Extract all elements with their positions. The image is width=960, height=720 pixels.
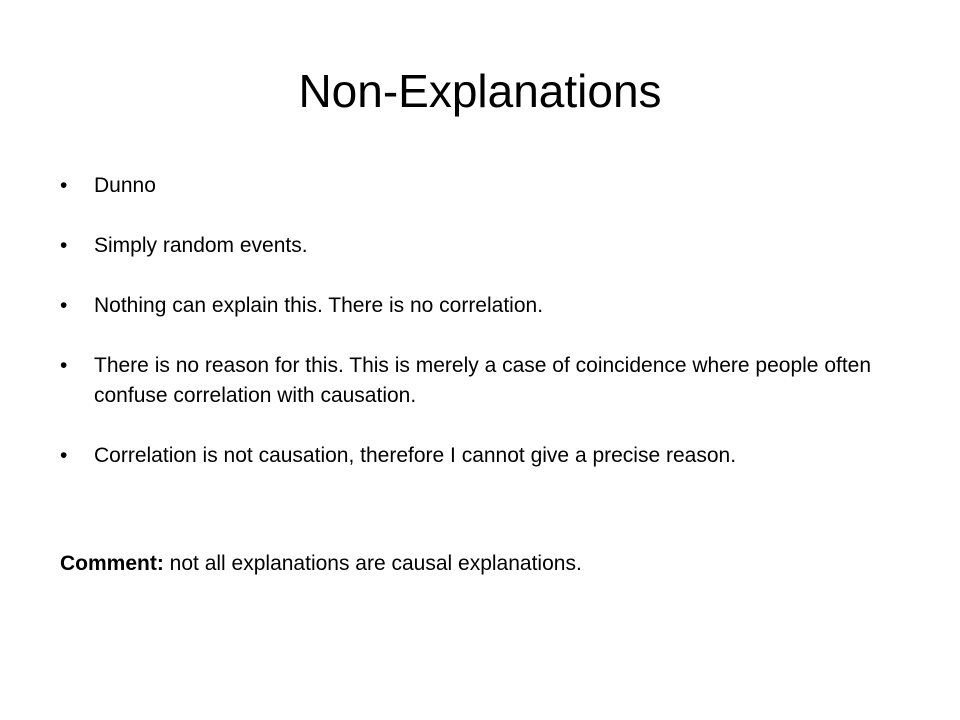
bullet-icon: • bbox=[60, 174, 68, 197]
comment bbox=[60, 549, 920, 579]
bullet-icon: • bbox=[60, 234, 68, 257]
bullet-text: Dunno bbox=[94, 174, 156, 197]
bullet-icon: • bbox=[60, 294, 68, 317]
bullet-item bbox=[60, 171, 920, 201]
bullet-icon: • bbox=[60, 354, 68, 377]
bullet-list bbox=[60, 171, 920, 501]
bullet-item bbox=[60, 231, 920, 261]
bullet-icon: • bbox=[60, 444, 68, 467]
comment-label: Comment: bbox=[60, 552, 164, 575]
bullet-item bbox=[60, 291, 920, 321]
bullet-text: There is no reason for this. This is merely a case of coincidence where people often confuse correlation with causation. bbox=[94, 354, 872, 407]
comment-text: not all explanations are causal explanations. bbox=[163, 552, 582, 575]
bullet-text: Nothing can explain this. There is no correlation. bbox=[94, 294, 544, 317]
slide-title: Non-Explanations bbox=[298, 65, 662, 117]
bullet-item bbox=[60, 351, 920, 411]
bullet-item bbox=[60, 441, 920, 471]
bullet-text: Simply random events. bbox=[94, 234, 308, 257]
bullet-text: Correlation is not causation, therefore I cannot give a precise reason. bbox=[94, 444, 737, 467]
